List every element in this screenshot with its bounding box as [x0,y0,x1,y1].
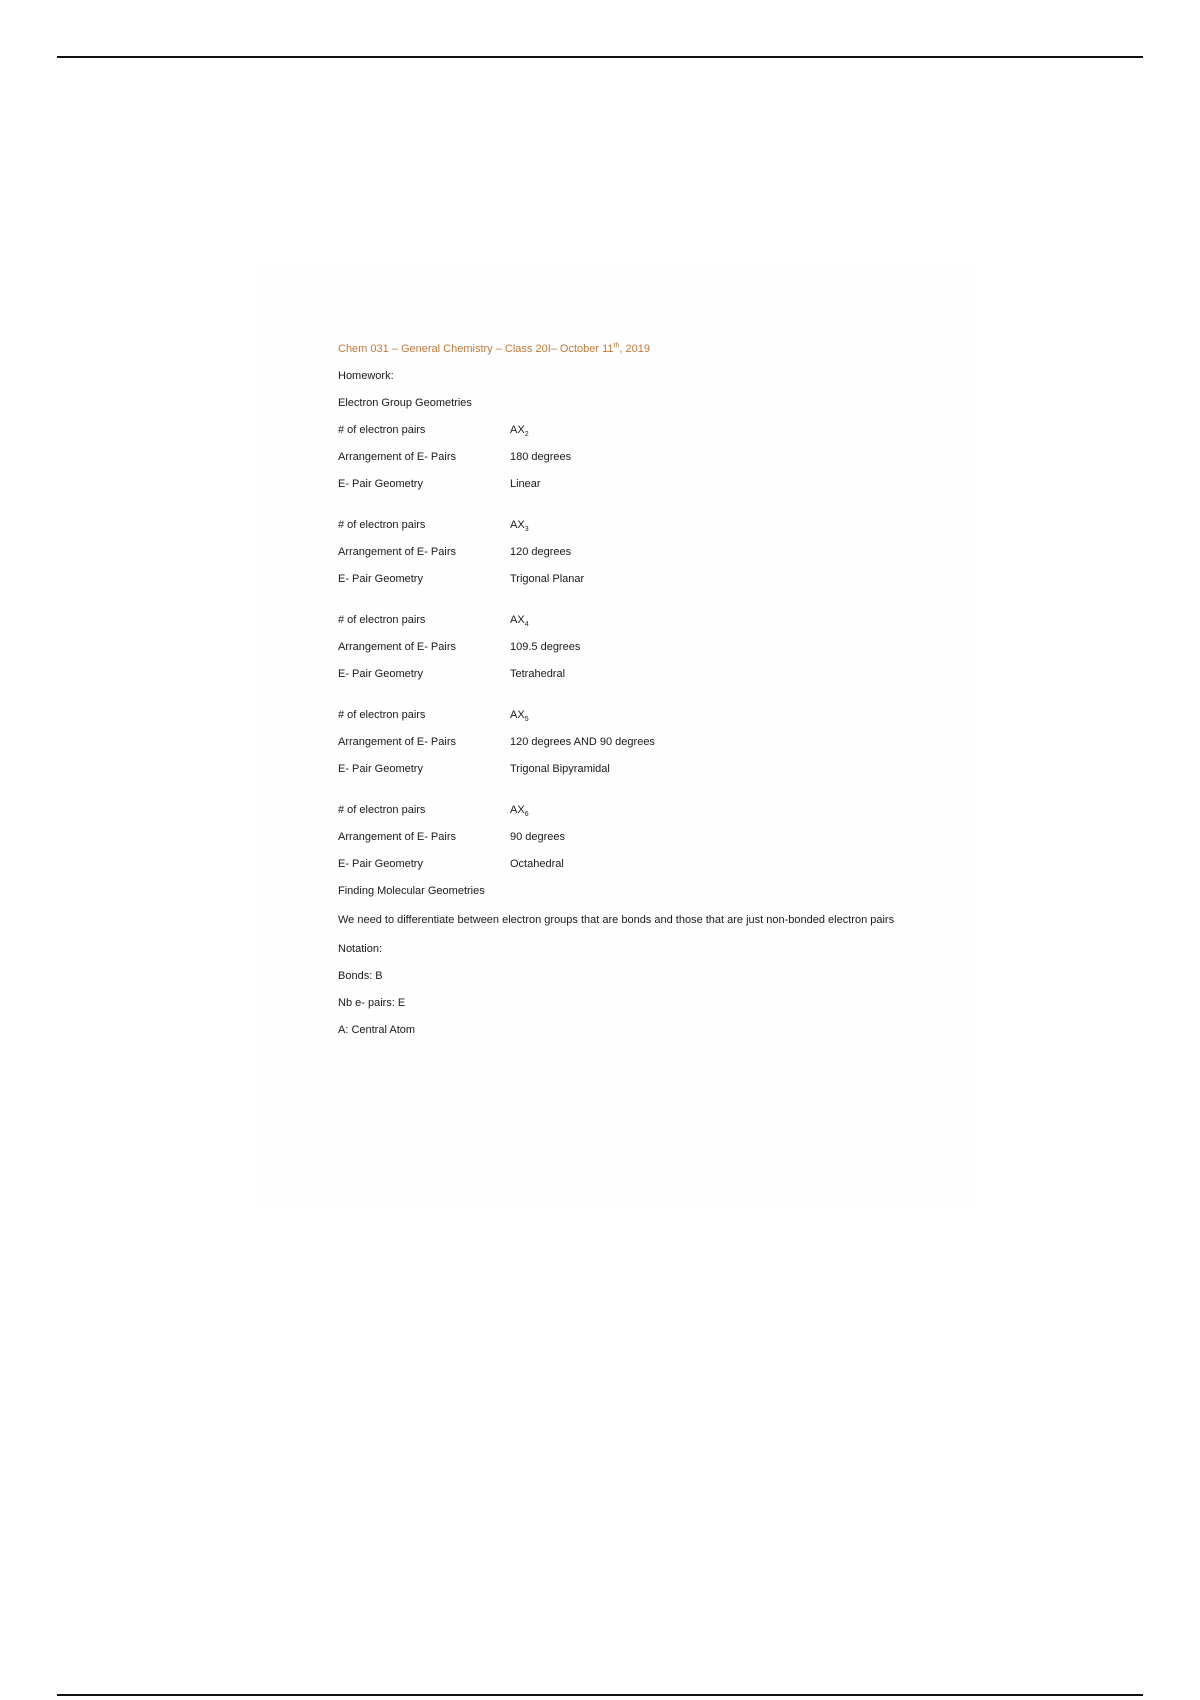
geometry-row [338,518,898,532]
geometry-row [338,450,898,464]
row-value: $AX_5$ [510,709,529,724]
row-value: Linear [510,478,541,490]
geometry-group [338,518,898,586]
row-value: Octahedral [510,858,564,870]
geometry-row [338,735,898,749]
row-label: # of electron pairs [338,709,426,721]
notation-item: Bonds: B [338,970,383,982]
row-label: Arrangement of E- Pairs [338,736,456,748]
row-value: Trigonal Planar [510,573,585,585]
geometry-group [338,708,898,776]
section-heading-molecular: Finding Molecular Geometries [338,885,485,897]
geometry-row [338,613,898,627]
row-value: $AX_6$ [510,804,529,819]
notation-item: A: Central Atom [338,1024,416,1036]
geometry-row [338,762,898,776]
row-value: $AX_4$ [510,614,529,629]
row-value: $AX_3$ [510,519,529,534]
geometry-row [338,640,898,654]
row-label: # of electron pairs [338,614,426,626]
row-label: E- Pair Geometry [338,858,423,870]
notation-label: Notation: [338,943,383,955]
row-value: 109.5 degrees [510,641,581,653]
row-value: $AX_2$ [510,424,529,439]
row-value: Trigonal Bipyramidal [510,763,610,775]
geometry-row [338,857,898,871]
row-label: Arrangement of E- Pairs [338,546,456,558]
row-label: # of electron pairs [338,519,426,531]
geometry-row [338,803,898,817]
document-content [338,342,898,1050]
body-paragraph: We need to differentiate between electron groups that are bonds and those that are just non-bonded electron pairs [338,914,895,926]
geometry-group [338,613,898,681]
row-value: 120 degrees [510,546,572,558]
row-label: Arrangement of E- Pairs [338,641,456,653]
geometry-row [338,477,898,491]
row-label: E- Pair Geometry [338,763,423,775]
row-label: Arrangement of E- Pairs [338,451,456,463]
geometry-row [338,667,898,681]
notation-item: Nb e- pairs: E [338,997,406,1009]
row-value: 120 degrees AND 90 degrees [510,736,655,748]
row-label: E- Pair Geometry [338,573,423,585]
geometry-row [338,423,898,437]
geometry-group [338,803,898,871]
row-value: Tetrahedral [510,668,566,680]
geometry-row [338,572,898,586]
row-label: # of electron pairs [338,804,426,816]
row-value: 180 degrees [510,451,572,463]
document-title: Chem 031 – General Chemistry – Class 20I– October 11th, 2019 [338,342,650,355]
row-label: # of electron pairs [338,424,426,436]
row-value: 90 degrees [510,831,566,843]
geometry-row [338,830,898,844]
geometry-row [338,708,898,722]
geometry-group [338,423,898,491]
top-rule [57,56,1143,58]
bottom-rule [57,1694,1143,1696]
row-label: E- Pair Geometry [338,668,423,680]
homework-label: Homework: [338,370,394,382]
geometry-row [338,545,898,559]
row-label: Arrangement of E- Pairs [338,831,456,843]
row-label: E- Pair Geometry [338,478,423,490]
section-heading-electron-group: Electron Group Geometries [338,397,472,409]
